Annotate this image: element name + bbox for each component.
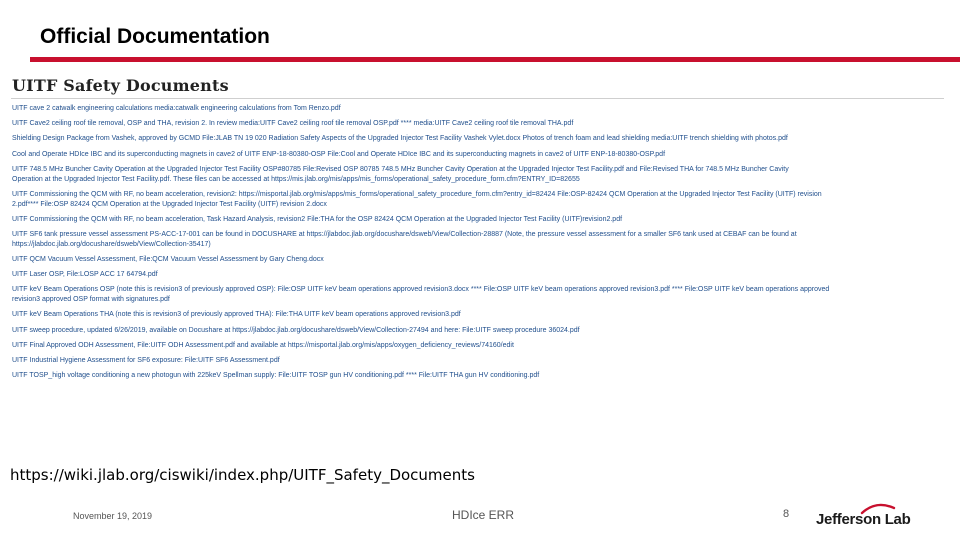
list-item: UITF Cave2 ceiling roof tile removal, OSP and THA, revision 2. In review media:UITF Cave2 ceiling roof tile removal OSP.pdf **** media:UITF Cave2 ceiling roof tile removal THA.pdf — [12, 120, 574, 128]
footer-title: HDIce ERR — [452, 508, 515, 522]
list-item: UITF Commissioning the QCM with RF, no beam acceleration, revision2: https://misportal.jlab.org/mis/apps/mis_forms/operational_safety_procedure_form.cfm?entry_id=82424 File:OSP-82424 QCM Operation at the Upgraded Injector Test Facility (UITF) revision 2.pdf**** File:OSP 82424 QCM Operation at the Upgraded Injector Test Facility (UITF) revision 2.docx — [12, 190, 822, 208]
list-item: UITF QCM Vacuum Vessel Assessment, File:QCM Vacuum Vessel Assessment by Gary Cheng.docx — [12, 255, 324, 263]
title-divider — [30, 57, 960, 62]
list-item: UITF sweep procedure, updated 6/26/2019, available on Docushare at https://jlabdoc.jlab.org/docushare/dsweb/View/Collection-27494 and here: File:UITF sweep procedure 36024.pdf — [12, 326, 580, 334]
logo-text: Jefferson Lab — [816, 511, 911, 528]
list-item: UITF Final Approved ODH Assessment, File:UITF ODH Assessment.pdf and available at https://misportal.jlab.org/mis/apps/oxygen_deficiency_reviews/74160/edit — [12, 341, 514, 349]
heading-underline — [11, 98, 944, 99]
list-item: UITF 748.5 MHz Buncher Cavity Operation at the Upgraded Injector Test Facility OSP#80785 File:Revised OSP 80785 748.5 MHz Buncher Cavity Operation at the Upgraded Injector Test Facility.pdf and File:Revised THA for 748.5 MHz Buncher Cavity Operation at the Upgraded Injector Test Facility.pdf. These files can be accessed at https://mis.jlab.org/mis/apps/mis_forms/operational_safety_procedure_form.cfm?ENTRY_ID=82655 — [12, 165, 789, 183]
wiki-url: https://wiki.jlab.org/ciswiki/index.php/UITF_Safety_Documents — [10, 466, 475, 484]
list-item: UITF TOSP_high voltage conditioning a new photogun with 225keV Spellman supply: File:UITF TOSP gun HV conditioning.pdf **** File:UITF THA gun HV conditioning.pdf — [12, 372, 540, 380]
list-item: UITF keV Beam Operations OSP (note this is revision3 of previously approved OSP): File:OSP UITF keV beam operations approved revision3.docx **** File:OSP UITF keV beam operations approved revision3.pdf **** File:OSP UITF keV beam operations approved revision3 approved OSP format with signatures.pdf — [12, 286, 830, 304]
wiki-page-heading: UITF Safety Documents — [12, 76, 229, 95]
slide-title: Official Documentation — [40, 25, 270, 48]
list-item: UITF Laser OSP, File:LOSP ACC 17 64794.pdf — [12, 271, 158, 279]
list-item: Shielding Design Package from Vashek, approved by GCMD File:JLAB TN 19 020 Radiation Safety Aspects of the Upgraded Injector Test Facility Vashek Vylet.docx Photos of trench foam and lead shielding media:UITF trench shielding with photos.pdf — [12, 135, 788, 143]
document-list — [12, 104, 946, 386]
wiki-screenshot — [6, 68, 950, 418]
jefferson-lab-logo — [812, 502, 932, 534]
list-item: UITF Commissioning the QCM with RF, no beam acceleration, Task Hazard Analysis, revision2 File:THA for the OSP 82424 QCM Operation at the Upgraded Injector Test Facility (UITF)revision2.pdf — [12, 215, 623, 223]
list-item: UITF keV Beam Operations THA (note this is revision3 of previously approved THA): File:THA UITF keV beam operations approved revision3.pdf — [12, 311, 461, 319]
page-number: 8 — [783, 508, 790, 520]
list-item: UITF Industrial Hygiene Assessment for SF6 exposure: File:UITF SF6 Assessment.pdf — [12, 356, 280, 364]
list-item: Cool and Operate HDIce IBC and its superconducting magnets in cave2 of UITF ENP-18-80380-OSP File:Cool and Operate HDIce IBC and its superconducting magnets in cave2 of UITF ENP-18-80380-OSP.pdf — [12, 150, 666, 158]
list-item: UITF SF6 tank pressure vessel assessment PS-ACC-17-001 can be found in DOCUSHARE at https://jlabdoc.jlab.org/docushare/dsweb/View/Collection-28887 (Note, the pressure vessel assessment for a smaller SF6 tank used at CEBAF can be found at https://jlabdoc.jlab.org/docushare/dsweb/View/Collection-35417) — [12, 230, 797, 248]
list-item: UITF cave 2 catwalk engineering calculations media:catwalk engineering calculations from Tom Renzo.pdf — [12, 105, 341, 112]
footer-date: November 19, 2019 — [73, 511, 153, 521]
